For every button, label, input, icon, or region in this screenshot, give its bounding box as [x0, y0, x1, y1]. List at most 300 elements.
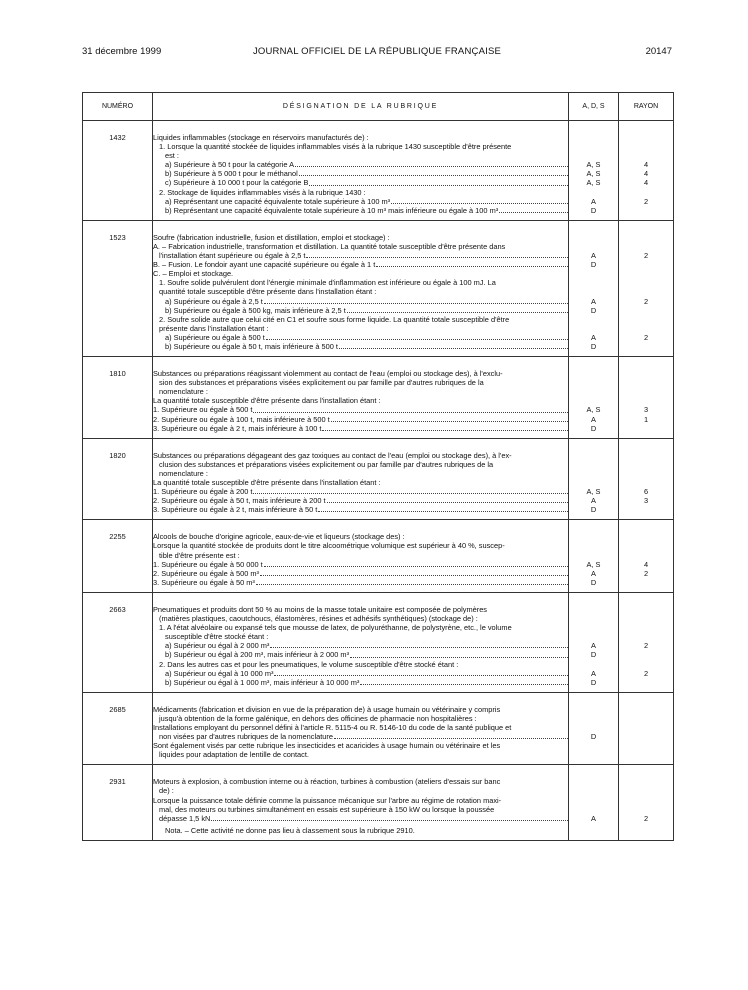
ads-value [569, 614, 618, 623]
designation-line: 1. Soufre solide pulvérulent dont l'énergie minimale d'inflammation est inférieure ou égale à 100 mJ. La [159, 278, 496, 288]
rubrique-ads [569, 692, 619, 765]
designation-line: présente dans l'installation étant : [159, 323, 269, 333]
ads-value: D [590, 677, 597, 687]
designation-line [153, 333, 568, 342]
ads-value: D [590, 305, 597, 315]
rubrique-ads [569, 438, 619, 520]
rayon-value [619, 823, 673, 835]
rayon-value: 3 [643, 496, 649, 506]
rubrique-ads [569, 357, 619, 439]
rayon-value [619, 206, 673, 215]
designation-line: Sont également visés par cette rubrique les insecticides et acaricides à usage humain ou vétérinaire et les [153, 741, 501, 751]
column-header-rayon: RAYON [619, 93, 674, 121]
column-header-numero: NUMÉRO [83, 93, 153, 121]
rayon-value: 4 [643, 169, 649, 179]
rubrique-number [83, 220, 153, 356]
rubrique-rayon [619, 765, 674, 841]
leader-dots [274, 669, 568, 676]
designation-line: La quantité totale susceptible d'être présente dans l'installation étant : [153, 478, 381, 487]
rayon-value [619, 650, 673, 659]
rayon-value [619, 269, 673, 278]
rayon-value [619, 424, 673, 433]
rubrique-rayon [619, 692, 674, 765]
designation-line [153, 560, 568, 569]
leader-dots [331, 415, 568, 422]
designation-line: sion des substances et préparations visées explicitement ou par famille par d'autres rubriques de la [159, 378, 484, 388]
designation-line [153, 415, 568, 424]
designation-line-text: b) Supérieure ou égale à 500 kg, mais inférieure à 2,5 t [165, 305, 346, 315]
leader-dots [260, 569, 568, 576]
table-row [83, 520, 674, 593]
ads-value: D [590, 650, 597, 660]
rayon-value [619, 741, 673, 750]
designation-line: Pneumatiques et produits dont 50 % au moins de la masse totale unitaire est composée de polymères [153, 604, 488, 614]
rubrique-rayon [619, 357, 674, 439]
designation-line [153, 424, 568, 433]
ads-value [569, 605, 618, 614]
designation-line-text: a) Supérieur ou égal à 10 000 m³ [165, 668, 274, 678]
designation-line: quantité totale susceptible d'être présente dans l'installation étant : [159, 287, 377, 297]
leader-dots [299, 169, 568, 176]
ads-value: A [591, 813, 596, 823]
ads-value: D [590, 260, 597, 270]
designation-line: Soufre (fabrication industrielle, fusion et distillation, emploi et stockage) : [153, 232, 390, 242]
designation-line [153, 160, 568, 169]
ads-value [569, 151, 618, 160]
leader-dots [318, 505, 568, 512]
rubrique-designation [153, 220, 569, 356]
rayon-value [619, 369, 673, 378]
rayon-value: 2 [643, 251, 649, 261]
rayon-value [619, 723, 673, 732]
ads-value [569, 269, 618, 278]
rubrique-rayon [619, 438, 674, 520]
designation-line-text: 2. Supérieure ou égale à 50 t, mais inférieure à 200 t [153, 496, 326, 506]
rayon-value [619, 750, 673, 759]
rubrique-number-text: 1810 [109, 369, 126, 379]
designation-line-text: c) Supérieure à 10 000 t pour la catégorie B [165, 178, 309, 188]
designation-line: nomenclature : [159, 387, 208, 397]
ads-value [569, 786, 618, 795]
rayon-value: 2 [643, 813, 649, 823]
rubrique-designation [153, 765, 569, 841]
leader-dots [360, 678, 568, 685]
ads-value: A [591, 568, 596, 578]
rubrique-number-text: 2255 [109, 532, 126, 542]
ads-value [569, 278, 618, 287]
ads-value [569, 632, 618, 641]
designation-line [153, 505, 568, 514]
leader-dots [253, 487, 568, 494]
ads-value [569, 188, 618, 197]
designation-line [153, 678, 568, 687]
designation-line: jusqu'à obtention de la forme galénique, en dehors des officines de pharmacie non hospitalières : [159, 713, 477, 723]
rayon-value: 2 [643, 668, 649, 678]
column-header-designation: DÉSIGNATION DE LA RUBRIQUE [153, 93, 569, 121]
designation-line: Lorsque la puissance totale définie comme la puissance mécanique sur l'arbre au régime de rotation maxi- [153, 795, 502, 805]
leader-dots [256, 578, 568, 585]
ads-value [569, 378, 618, 387]
ads-value: A, S [586, 178, 601, 188]
ads-value [569, 369, 618, 378]
ads-value [569, 714, 618, 723]
ads-value [569, 242, 618, 251]
header-journal-title: JOURNAL OFFICIEL DE LA RÉPUBLIQUE FRANÇAISE [252, 46, 502, 57]
ads-value: A, S [586, 559, 601, 569]
ads-value: A [591, 496, 596, 506]
rayon-value [619, 777, 673, 786]
rayon-value [619, 342, 673, 351]
leader-dots [306, 251, 568, 258]
rayon-value: 2 [643, 296, 649, 306]
ads-value [569, 750, 618, 759]
rayon-value: 4 [643, 178, 649, 188]
designation-line [153, 169, 568, 178]
ads-value [569, 469, 618, 478]
ads-value [569, 541, 618, 550]
designation-line [153, 487, 568, 496]
rubrique-rayon [619, 520, 674, 593]
rubrique-number-text: 1523 [109, 232, 126, 242]
designation-line [153, 405, 568, 414]
ads-value: D [590, 505, 597, 515]
leader-dots [253, 405, 568, 412]
rubrique-number-text: 2685 [109, 704, 126, 714]
rayon-value [619, 278, 673, 287]
leader-dots [334, 732, 568, 739]
designation-line: Lorsque la quantité stockée de produits dont le titre alcoométrique volumique est supérieur à 40 %, suscep- [153, 541, 505, 551]
ads-value [569, 478, 618, 487]
designation-line [153, 206, 568, 215]
leader-dots [347, 306, 568, 313]
rayon-value [619, 805, 673, 814]
designation-line [153, 251, 568, 260]
designation-line [153, 297, 568, 306]
ads-value: A, S [586, 169, 601, 179]
ads-value [569, 133, 618, 142]
designation-line-text: 3. Supérieure ou égale à 2 t, mais inférieure à 100 t [153, 423, 322, 433]
designation-line-text: B. – Fusion. Le fondoir ayant une capacité supérieure ou égale à 1 t [153, 260, 376, 270]
ads-value: A, S [586, 160, 601, 170]
designation-line-text: 3. Supérieure ou égale à 50 m³ [153, 577, 255, 587]
designation-line-text: a) Supérieure ou égale à 2,5 t [165, 296, 263, 306]
designation-line-text: dépasse 1,5 kN [159, 813, 211, 823]
designation-line-text: a) Supérieure ou égale à 500 t [165, 332, 265, 342]
rubrique-number [83, 765, 153, 841]
rayon-value [619, 287, 673, 296]
rubrique-number [83, 357, 153, 439]
ads-value [569, 451, 618, 460]
designation-line [153, 496, 568, 505]
ads-value: A [591, 414, 596, 424]
rayon-value [619, 505, 673, 514]
designation-line [153, 732, 568, 741]
rayon-value [619, 614, 673, 623]
leader-dots [295, 160, 568, 167]
designation-line [153, 650, 568, 659]
rayon-value [619, 796, 673, 805]
table-row [83, 438, 674, 520]
ads-value [569, 460, 618, 469]
ads-value [569, 387, 618, 396]
rubrique-number [83, 692, 153, 765]
designation-line-text: a) Supérieure à 50 t pour la catégorie A [165, 160, 295, 170]
rayon-value [619, 142, 673, 151]
table-body [83, 121, 674, 841]
table-row [83, 220, 674, 356]
table-row [83, 765, 674, 841]
designation-line: Substances ou préparations dégageant des gaz toxiques au contact de l'eau (emploi ou stockage des), à l'ex- [153, 450, 512, 460]
ads-value: A [591, 196, 596, 206]
ads-value [569, 796, 618, 805]
rayon-value: 4 [643, 559, 649, 569]
designation-line-text: 2. Supérieure ou égale à 100 t, mais inférieure à 500 t [153, 414, 330, 424]
leader-dots [322, 424, 568, 431]
designation-line-text: b) Supérieure à 5 000 t pour le méthanol [165, 169, 298, 179]
rayon-value: 3 [643, 405, 649, 415]
header-date: 31 décembre 1999 [82, 46, 162, 57]
ads-value: D [590, 577, 597, 587]
rayon-value [619, 678, 673, 687]
rayon-value: 2 [643, 641, 649, 651]
ads-value [569, 777, 618, 786]
rayon-value [619, 632, 673, 641]
designation-line-text: 2. Supérieure ou égale à 500 m³ [153, 568, 260, 578]
rayon-value [619, 541, 673, 550]
ads-value [569, 705, 618, 714]
rubriques-table [82, 92, 674, 841]
rayon-value [619, 260, 673, 269]
designation-line: Installations employant du personnel défini à l'article R. 5115-4 ou R. 5146-10 du code de la santé publique et [153, 722, 512, 732]
ads-value: D [590, 205, 597, 215]
designation-line: susceptible d'être stocké étant : [165, 632, 269, 642]
designation-line: Liquides inflammables (stockage en réservoirs manufacturés de) : [153, 133, 369, 142]
ads-value: D [590, 341, 597, 351]
designation-line: C. – Emploi et stockage. [153, 269, 234, 279]
table-row [83, 692, 674, 765]
rubrique-designation [153, 692, 569, 765]
rubrique-rayon [619, 220, 674, 356]
designation-line-text: a) Supérieur ou égal à 2 000 m³ [165, 641, 270, 651]
leader-dots [339, 342, 568, 349]
rayon-value [619, 469, 673, 478]
rubrique-rayon [619, 121, 674, 221]
designation-line-text: 1. Supérieure ou égale à 200 t [153, 487, 253, 497]
rubrique-ads [569, 121, 619, 221]
column-header-ads: A, D, S [569, 93, 619, 121]
rayon-value [619, 732, 673, 741]
ads-value [569, 660, 618, 669]
rayon-value [619, 551, 673, 560]
designation-line-text: b) Supérieur ou égal à 1 000 m³, mais inférieur à 10 000 m³ [165, 677, 360, 687]
ads-value [569, 287, 618, 296]
rubrique-designation [153, 438, 569, 520]
leader-dots [211, 814, 568, 821]
rubrique-rayon [619, 592, 674, 692]
designation-line: Moteurs à explosion, à combustion interne ou à réaction, turbines à combustion (ateliers d'essais sur banc [153, 777, 501, 787]
rayon-value: 2 [643, 332, 649, 342]
rubrique-ads [569, 520, 619, 593]
rubrique-number [83, 121, 153, 221]
designation-line [153, 669, 568, 678]
ads-value: D [590, 423, 597, 433]
rayon-value: 2 [643, 196, 649, 206]
designation-line-text: 1. Supérieure ou égale à 500 t [153, 405, 253, 415]
rubrique-ads [569, 765, 619, 841]
designation-line [153, 578, 568, 587]
ads-value: A, S [586, 487, 601, 497]
designation-line [153, 814, 568, 823]
designation-line-text: b) Représentant une capacité équivalente totale supérieure à 10 m³ mais inférieure ou égale à 100 m³ [165, 205, 499, 215]
ads-value: A, S [586, 405, 601, 415]
rayon-value [619, 660, 673, 669]
leader-dots [270, 641, 568, 648]
rayon-value [619, 387, 673, 396]
rayon-value [619, 578, 673, 587]
ads-value [569, 551, 618, 560]
rubrique-number-text: 1432 [109, 133, 126, 142]
designation-line-text: b) Supérieur ou égal à 200 m³, mais inférieur à 2 000 m³ [165, 650, 350, 660]
rayon-value [619, 151, 673, 160]
designation-line [153, 260, 568, 269]
ads-value [569, 741, 618, 750]
designation-line: La quantité totale susceptible d'être présente dans l'installation étant : [153, 396, 381, 406]
leader-dots [264, 560, 568, 567]
ads-value [569, 805, 618, 814]
rayon-value [619, 478, 673, 487]
designation-line: 2. Stockage de liquides inflammables visés à la rubrique 1430 : [159, 187, 366, 197]
table-header-row [83, 93, 674, 121]
designation-line-text: non visées par d'autres rubriques de la nomenclature [159, 732, 333, 742]
leader-dots [499, 206, 568, 213]
leader-dots [266, 333, 568, 340]
designation-line: est : [165, 151, 179, 161]
rayon-value [619, 532, 673, 541]
designation-line: Médicaments (fabrication et division en vue de la préparation de) à usage humain ou vétérinaire y compris [153, 704, 501, 714]
designation-line: clusion des substances et préparations visées explicitement ou par famille par d'autres rubriques de la [159, 459, 494, 469]
ads-value [569, 142, 618, 151]
designation-line-text: a) Représentant une capacité équivalente totale supérieure à 100 m³ [165, 196, 391, 206]
table-row [83, 592, 674, 692]
rayon-value: 2 [643, 568, 649, 578]
rayon-value [619, 786, 673, 795]
leader-dots [391, 197, 568, 204]
designation-line: Substances ou préparations réagissant violemment au contact de l'eau (emploi ou stockage des), à l'exclu- [153, 369, 503, 379]
rubrique-designation [153, 121, 569, 221]
designation-line: 2. Dans les autres cas et pour les pneumatiques, le volume susceptible d'être stocké étant : [159, 659, 459, 669]
rayon-value: 1 [643, 414, 649, 424]
ads-value: A [591, 641, 596, 651]
designation-line [153, 178, 568, 187]
designation-line: 2. Soufre solide autre que celui cité en C1 et soufre sous forme liquide. La quantité totale susceptible d'être [159, 314, 510, 324]
leader-dots [309, 178, 568, 185]
rubrique-ads [569, 220, 619, 356]
rayon-value [619, 324, 673, 333]
rubrique-ads [569, 592, 619, 692]
table-row [83, 357, 674, 439]
designation-line: (matières plastiques, caoutchoucs, élastomères, résines et adhésifs synthétiques) (stockage de) : [159, 614, 478, 624]
designation-line: A. – Fabrication industrielle, transformation et distillation. La quantité totale susceptible d'être présente dans [153, 241, 506, 251]
designation-line [153, 197, 568, 206]
rubrique-designation [153, 357, 569, 439]
designation-line: nomenclature : [159, 468, 208, 478]
rayon-value [619, 133, 673, 142]
rayon-value [619, 705, 673, 714]
rayon-value [619, 188, 673, 197]
rayon-value [619, 242, 673, 251]
rubrique-number [83, 592, 153, 692]
leader-dots [327, 496, 568, 503]
page-header [82, 46, 672, 60]
designation-line: Alcools de bouche d'origine agricole, eaux-de-vie et liqueurs (stockage des) : [153, 532, 405, 542]
designation-line: mal, des moteurs ou turbines simultanément en essais est supérieure à 150 kW ou lorsque la poussée [159, 804, 495, 814]
designation-line: tible d'être présente est : [159, 550, 240, 560]
designation-line-text: 1. Supérieure ou égale à 50 000 t [153, 559, 263, 569]
rubrique-designation [153, 592, 569, 692]
ads-value: A [591, 251, 596, 261]
leader-dots [350, 650, 568, 657]
leader-dots [376, 260, 568, 267]
rubrique-number [83, 438, 153, 520]
ads-value [569, 723, 618, 732]
ads-value [569, 233, 618, 242]
leader-dots [264, 297, 568, 304]
rayon-value [619, 605, 673, 614]
rayon-value [619, 451, 673, 460]
rayon-value [619, 623, 673, 632]
rubrique-number [83, 520, 153, 593]
ads-value [569, 532, 618, 541]
table-row [83, 121, 674, 221]
rayon-value [619, 460, 673, 469]
designation-line: de) : [159, 786, 174, 796]
designation-line-text: 3. Supérieure ou égale à 2 t, mais inférieure à 50 t [153, 505, 318, 515]
ads-value [569, 324, 618, 333]
designation-line [153, 569, 568, 578]
designation-line [153, 641, 568, 650]
rayon-value: 6 [643, 487, 649, 497]
rayon-value: 4 [643, 160, 649, 170]
ads-value: D [590, 732, 597, 742]
rayon-value [619, 315, 673, 324]
rayon-value [619, 714, 673, 723]
ads-value: A [591, 296, 596, 306]
ads-value [569, 315, 618, 324]
rubrique-number-text: 2931 [109, 777, 126, 787]
ads-value [569, 396, 618, 405]
rayon-value [619, 396, 673, 405]
designation-line-text: l'installation étant supérieure ou égale à 2,5 t [159, 251, 306, 261]
designation-line: liquides pour adaptation de lentille de contact. [159, 750, 309, 760]
designation-note: Nota. – Cette activité ne donne pas lieu à classement sous la rubrique 2910. [165, 825, 415, 835]
ads-value: A [591, 332, 596, 342]
rayon-value [619, 233, 673, 242]
rayon-value [619, 306, 673, 315]
ads-value [569, 823, 618, 835]
designation-line: 1. A l'état alvéolaire ou expansé tels que mousse de latex, de polyuréthanne, de polystyrène, etc., le volume [159, 623, 512, 633]
ads-value [569, 623, 618, 632]
designation-line-text: b) Supérieure ou égale à 50 t, mais inférieure à 500 t [165, 341, 338, 351]
rubrique-number-text: 1820 [109, 450, 126, 460]
header-page-number: 20147 [645, 46, 672, 57]
rubrique-designation [153, 520, 569, 593]
designation-line [153, 342, 568, 351]
designation-line: 1. Lorsque la quantité stockée de liquides inflammables visés à la rubrique 1430 susceptible d'être présente [159, 142, 512, 152]
ads-value: A [591, 668, 596, 678]
designation-line [153, 306, 568, 315]
rayon-value [619, 378, 673, 387]
rubrique-number-text: 2663 [109, 604, 126, 614]
